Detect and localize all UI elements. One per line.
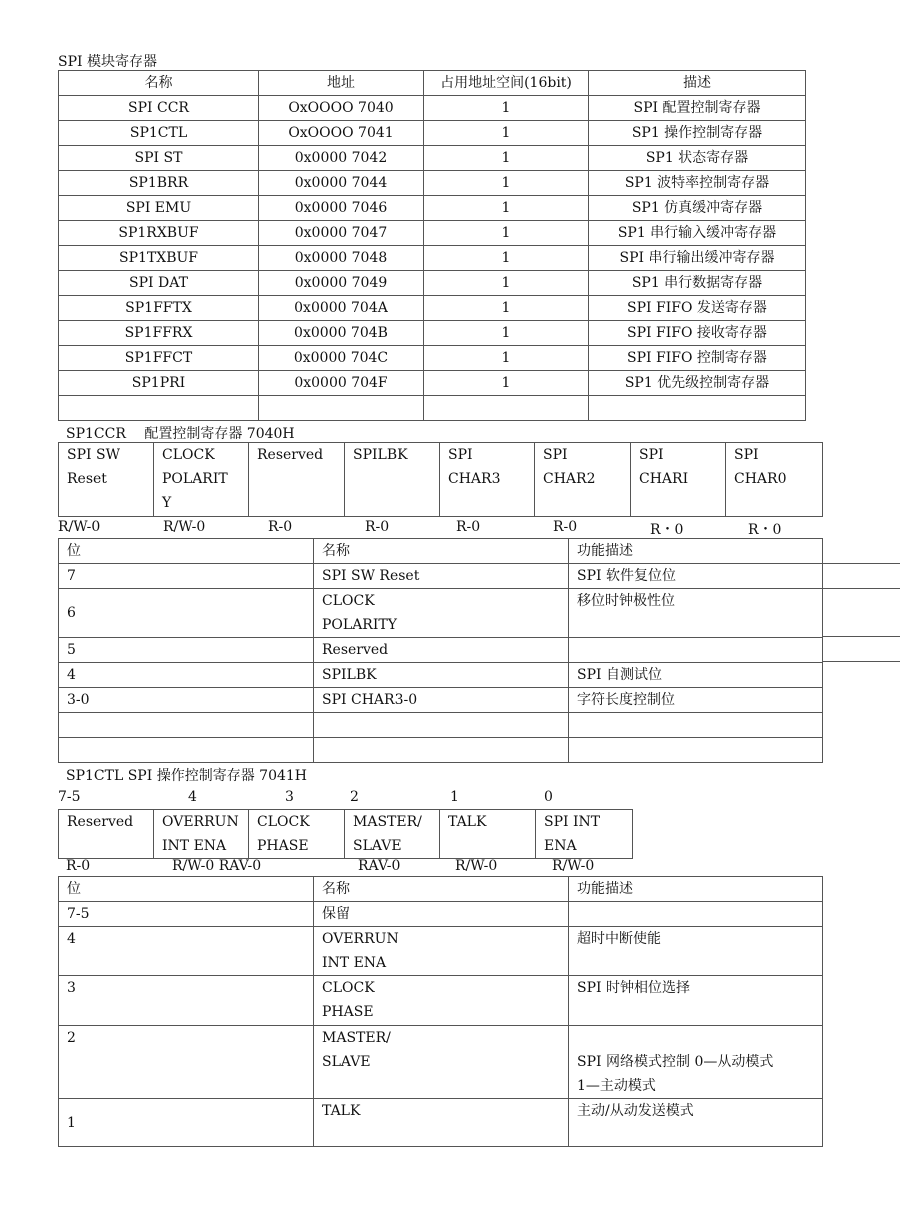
- cell-line: SPI: [734, 447, 759, 463]
- table-row: [59, 371, 806, 396]
- bit-number: 0: [544, 789, 553, 805]
- ccr-header-function: 功能描述: [569, 539, 823, 564]
- register-size: 1: [424, 196, 589, 221]
- register-description: SP1 优先级控制寄存器: [589, 371, 806, 396]
- ctl-bit-cell: [536, 810, 633, 859]
- access-label: R-0: [66, 858, 91, 874]
- bit-number: 3: [285, 789, 294, 805]
- function-cell: [569, 663, 823, 688]
- register-size: 1: [424, 221, 589, 246]
- table-row-empty: [59, 396, 806, 421]
- name-cell: [314, 688, 569, 713]
- table-row: [59, 271, 806, 296]
- register-address: 0x0000 704B: [259, 321, 424, 346]
- register-address: 0x0000 7048: [259, 246, 424, 271]
- cell-line: 6: [67, 605, 76, 621]
- function-cell: [569, 1099, 823, 1147]
- cell-line: PHASE: [257, 838, 309, 854]
- ctl-bit-layout: [58, 809, 633, 859]
- register-name: SPI DAT: [59, 271, 259, 296]
- ccr-bit-cell: [345, 443, 440, 517]
- cell-line: Reserved: [322, 642, 389, 658]
- table-row: [59, 146, 806, 171]
- register-size: 1: [424, 96, 589, 121]
- register-size: 1: [424, 171, 589, 196]
- table-row: [59, 688, 823, 713]
- register-size: 1: [424, 246, 589, 271]
- bit-number: 2: [350, 789, 359, 805]
- access-label: R-0: [365, 519, 390, 535]
- register-description: SPI FIFO 接收寄存器: [589, 321, 806, 346]
- register-name: SP1PRI: [59, 371, 259, 396]
- ctl-bit-cell: [59, 810, 154, 859]
- register-name: SPI ST: [59, 146, 259, 171]
- cell-line: POLARITY: [322, 617, 397, 633]
- cell-line: SPI INT: [544, 814, 601, 830]
- cell-line: INT ENA: [322, 955, 387, 971]
- register-table-header: [59, 71, 806, 96]
- register-name: SPI CCR: [59, 96, 259, 121]
- cell-line: OVERRUN: [322, 931, 399, 947]
- cell-line: Reserved: [67, 814, 134, 830]
- access-label: R/W-0: [552, 858, 595, 874]
- name-cell: [314, 927, 569, 976]
- cell-line: TALK: [448, 814, 487, 830]
- register-name: SP1FFRX: [59, 321, 259, 346]
- cell-line: SPI 软件复位位: [577, 568, 676, 584]
- cell-line: CHAR0: [734, 471, 787, 487]
- register-address: 0x0000 7049: [259, 271, 424, 296]
- ccr-bit-cell: [59, 443, 154, 517]
- cell-line: 保留: [322, 906, 350, 922]
- cell-line: 字符长度控制位: [577, 692, 675, 708]
- register-description: SP1 串行数据寄存器: [589, 271, 806, 296]
- register-address: 0x0000 704A: [259, 296, 424, 321]
- cell-line: SLAVE: [353, 838, 402, 854]
- ccr-title: SP1CCR 配置控制寄存器 7040H: [66, 426, 295, 442]
- bit-cell: [59, 663, 314, 688]
- register-size: 1: [424, 146, 589, 171]
- function-cell: [569, 564, 823, 589]
- function-cell: [569, 927, 823, 976]
- table-row: [59, 246, 806, 271]
- access-label: R・0: [748, 522, 782, 538]
- register-description: SP1 操作控制寄存器: [589, 121, 806, 146]
- cell-line: 2: [67, 1030, 76, 1046]
- cell-line: 移位时钟极性位: [577, 593, 675, 609]
- register-size: 1: [424, 321, 589, 346]
- register-address: 0x0000 7042: [259, 146, 424, 171]
- function-cell: [569, 638, 823, 663]
- bit-cell: [59, 638, 314, 663]
- ctl-bit-cell: [345, 810, 440, 859]
- register-name: SP1FFCT: [59, 346, 259, 371]
- cell-line: 7-5: [67, 906, 90, 922]
- table-row: [59, 196, 806, 221]
- name-cell: [314, 1026, 569, 1099]
- register-address: 0x0000 7047: [259, 221, 424, 246]
- ccr-bit-cell: [535, 443, 631, 517]
- cell-line: 4: [67, 667, 76, 683]
- table-row: [59, 221, 806, 246]
- register-table: [58, 70, 806, 421]
- register-description: SPI 串行输出缓冲寄存器: [589, 246, 806, 271]
- bit-cell: [59, 902, 314, 927]
- cell-line: SPI 时钟相位选择: [577, 980, 690, 996]
- register-address: 0x0000 704F: [259, 371, 424, 396]
- header-size: 占用地址空间(16bit): [424, 71, 589, 96]
- register-description: SP1 波特率控制寄存器: [589, 171, 806, 196]
- table-row: [59, 927, 823, 976]
- cell-line: TALK: [322, 1103, 361, 1119]
- access-label: R-0: [268, 519, 293, 535]
- register-size: 1: [424, 121, 589, 146]
- cell-line: 超时中断使能: [577, 931, 661, 947]
- cell-line: 7: [67, 568, 76, 584]
- register-name: SPI EMU: [59, 196, 259, 221]
- cell-line: 3-0: [67, 692, 90, 708]
- cell-line: CLOCK: [322, 593, 375, 609]
- cell-line: POLARIT: [162, 471, 228, 487]
- cell-line: ENA: [544, 838, 577, 854]
- register-address: 0x0000 7044: [259, 171, 424, 196]
- access-label: R-0: [456, 519, 481, 535]
- name-cell: [314, 902, 569, 927]
- register-size: 1: [424, 346, 589, 371]
- cell-line: CHARI: [639, 471, 689, 487]
- bit-number: 7-5: [58, 789, 81, 805]
- register-name: SP1TXBUF: [59, 246, 259, 271]
- register-description: SP1 状态寄存器: [589, 146, 806, 171]
- bit-cell: [59, 1099, 314, 1147]
- header-address: 地址: [259, 71, 424, 96]
- bit-number: 4: [188, 789, 197, 805]
- register-description: SP1 仿真缓冲寄存器: [589, 196, 806, 221]
- cell-line: 5: [67, 642, 76, 658]
- name-cell: [314, 589, 569, 638]
- header-name: 名称: [59, 71, 259, 96]
- cell-line: 1—主动模式: [577, 1078, 656, 1094]
- ctl-bit-cell: [440, 810, 536, 859]
- table-row: [59, 171, 806, 196]
- ccr-header-name: 名称: [314, 539, 569, 564]
- bit-cell: [59, 927, 314, 976]
- bit-cell: [59, 564, 314, 589]
- function-cell: [569, 589, 823, 638]
- table-row: [59, 1099, 823, 1147]
- cell-line: 4: [67, 931, 76, 947]
- table-row: [59, 976, 823, 1026]
- ccr-bit-cell: [440, 443, 535, 517]
- ctl-header-name: 名称: [314, 877, 569, 902]
- ctl-header-bit: 位: [59, 877, 314, 902]
- table-row-empty: [59, 738, 823, 763]
- ctl-bit-cell: [154, 810, 249, 859]
- access-label: R/W-0: [58, 519, 101, 535]
- cell-line: CLOCK: [162, 447, 215, 463]
- table-row-empty: [59, 713, 823, 738]
- register-name: SP1CTL: [59, 121, 259, 146]
- table-row: [59, 321, 806, 346]
- function-cell: [569, 688, 823, 713]
- ctl-description-table: [58, 876, 823, 1147]
- cell-line: MASTER/: [322, 1030, 391, 1046]
- ctl-title: SP1CTL SPI 操作控制寄存器 7041H: [66, 768, 307, 784]
- cell-line: PHASE: [322, 1004, 374, 1020]
- table-row: [59, 564, 823, 589]
- access-label: R/W-0: [455, 858, 498, 874]
- register-name: SP1FFTX: [59, 296, 259, 321]
- function-cell: [569, 902, 823, 927]
- ccr-bit-layout: [58, 442, 823, 517]
- name-cell: [314, 638, 569, 663]
- table-row: [59, 121, 806, 146]
- ctl-header-function: 功能描述: [569, 877, 823, 902]
- cell-line: SLAVE: [322, 1054, 371, 1070]
- table-row: [59, 589, 823, 638]
- register-size: 1: [424, 296, 589, 321]
- cell-line: 1: [67, 1114, 76, 1131]
- name-cell: [314, 976, 569, 1026]
- cell-line: MASTER/: [353, 814, 422, 830]
- access-label: RAV-0: [358, 858, 401, 874]
- cell-line: SPI 自测试位: [577, 667, 662, 683]
- cell-line: SPI 网络模式控制 0—从动模式: [577, 1054, 774, 1070]
- register-address: 0x0000 704C: [259, 346, 424, 371]
- function-cell: [569, 976, 823, 1026]
- name-cell: [314, 564, 569, 589]
- register-size: 1: [424, 271, 589, 296]
- bit-cell: [59, 976, 314, 1026]
- ccr-bit-cell: [249, 443, 345, 517]
- register-description: SPI FIFO 控制寄存器: [589, 346, 806, 371]
- register-list-title: SPI 模块寄存器: [58, 54, 157, 70]
- register-description: SPI 配置控制寄存器: [589, 96, 806, 121]
- ctl-bit-cell: [249, 810, 345, 859]
- register-address: OxOOOO 7040: [259, 96, 424, 121]
- register-name: SP1BRR: [59, 171, 259, 196]
- table-row: [59, 96, 806, 121]
- ccr-bit-cell: [631, 443, 726, 517]
- cell-line: CLOCK: [257, 814, 310, 830]
- table-row: [59, 296, 806, 321]
- access-label: R・0: [650, 522, 684, 538]
- cell-line: OVERRUN: [162, 814, 239, 830]
- cell-line: CLOCK: [322, 980, 375, 996]
- register-address: 0x0000 7046: [259, 196, 424, 221]
- table-row: [59, 346, 806, 371]
- function-cell: [569, 1026, 823, 1099]
- cell-line: CHAR3: [448, 471, 501, 487]
- bit-number: 1: [450, 789, 459, 805]
- table-row: [59, 902, 823, 927]
- cell-line: 3: [67, 980, 76, 996]
- access-label: R/W-0: [163, 519, 206, 535]
- cell-line: SPI: [543, 447, 568, 463]
- cell-line: 主动/从动发送模式: [577, 1103, 694, 1119]
- ccr-bit-cell: [726, 443, 823, 517]
- cell-line: SPI CHAR3-0: [322, 692, 418, 708]
- ccr-description-table: [58, 538, 823, 763]
- access-label: R/W-0 RAV-0: [172, 858, 262, 874]
- name-cell: [314, 1099, 569, 1147]
- ccr-bit-cell: [154, 443, 249, 517]
- cell-line: Reserved: [257, 447, 324, 463]
- cell-line: SPI: [639, 447, 664, 463]
- register-description: SPI FIFO 发送寄存器: [589, 296, 806, 321]
- register-address: OxOOOO 7041: [259, 121, 424, 146]
- table-row: [59, 663, 823, 688]
- bit-cell: [59, 1026, 314, 1099]
- cell-line: SPILBK: [322, 667, 377, 683]
- cell-line: SPI SW Reset: [322, 568, 420, 584]
- cell-line: Reset: [67, 471, 107, 487]
- table-row: [59, 1026, 823, 1099]
- register-size: 1: [424, 371, 589, 396]
- cell-line: INT ENA: [162, 838, 227, 854]
- cell-line: SPI: [448, 447, 473, 463]
- name-cell: [314, 663, 569, 688]
- table-row: [59, 638, 823, 663]
- cell-line: Y: [162, 495, 172, 511]
- cell-line: SPILBK: [353, 447, 408, 463]
- cell-line: SPI SW: [67, 447, 120, 463]
- register-name: SP1RXBUF: [59, 221, 259, 246]
- ccr-header-bit: 位: [59, 539, 314, 564]
- cell-line: CHAR2: [543, 471, 596, 487]
- access-label: R-0: [553, 519, 578, 535]
- header-description: 描述: [589, 71, 806, 96]
- register-description: SP1 串行输入缓冲寄存器: [589, 221, 806, 246]
- bit-cell: [59, 688, 314, 713]
- bit-cell: [59, 589, 314, 638]
